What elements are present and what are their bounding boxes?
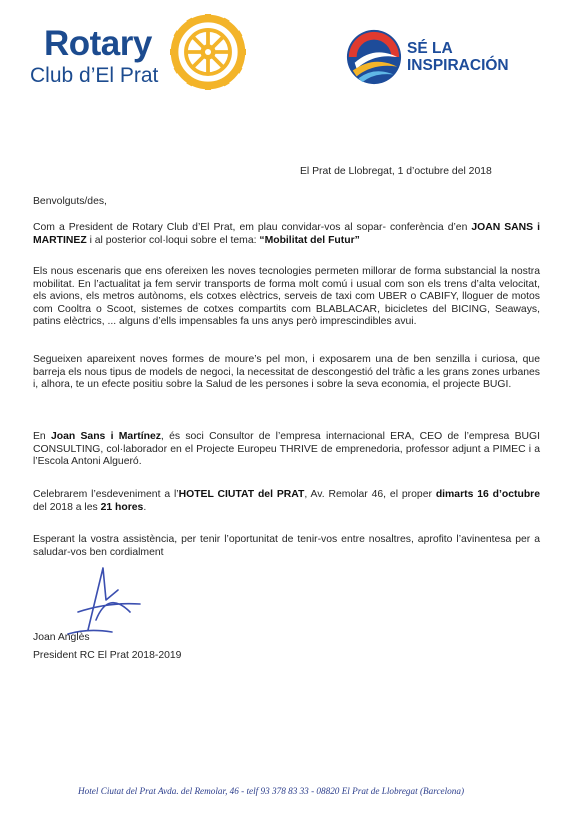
rotary-logo	[30, 24, 159, 87]
slogan-line-2: INSPIRACIÓN	[407, 57, 509, 74]
paragraph-bugi: Segueixen apareixent noves formes de moure’s pel mon, i exposarem una de ben senzilla i curiosa, que barreja els nous tipus de models de negoci, la necessitat de descongestió del tràfic a les grans zones urbanes i, alhora, te un efecte positiu sobre la Salud de les persones i sobre la seva economia, el projecte BUGI.	[33, 354, 540, 391]
inspiration-logo	[345, 28, 545, 88]
inspiration-swirl-icon	[345, 28, 403, 86]
letter-date: El Prat de Llobregat, 1 d’octubre del 2018	[300, 166, 492, 177]
paragraph-invitation	[33, 222, 540, 247]
signer-title: President RC El Prat 2018-2019	[33, 650, 182, 661]
p4-text-c: , és soci Consultor de l’empresa internacional ERA, CEO de l’empresa BUGI CONSULTING, col·laborador en el Projecte Europeu THRIVE de emprenedoria, professor adjunt a PIMEC i a l’Escola Antoni Algueró.	[33, 431, 540, 468]
slogan-line-1: SÉ LA	[407, 40, 453, 57]
handwritten-signature	[48, 560, 148, 640]
speaker-name: JOAN SANS i MARTINEZ	[33, 222, 540, 246]
p1-text-c: i al posterior col·loqui sobre el tema:	[86, 234, 260, 246]
event-time: 21 hores	[100, 501, 144, 513]
p5-text-e: del 2018 a les	[33, 501, 101, 513]
inspiration-slogan	[407, 40, 509, 74]
rotary-wheel-icon	[170, 14, 246, 90]
p5-text-g: .	[143, 501, 147, 513]
paragraph-event-details	[33, 489, 540, 514]
p4-text-a: En	[33, 431, 51, 442]
paragraph-closing: Esperant la vostra assistència, per tenir l’oportunitat de tenir-vos entre nosaltres, aprofito l’avinentesa per a saludar-vos ben cordialment	[33, 534, 540, 558]
p5-text-c: , Av. Remolar 46, el proper	[304, 489, 436, 500]
speaker-name-bio: Joan Sans i Martínez	[50, 431, 161, 442]
p5-text-a: Celebrarem l’esdeveniment a l’	[33, 489, 179, 500]
talk-title: “Mobilitat del Futur”	[259, 234, 360, 246]
event-date: dimarts 16 d’octubre	[435, 489, 540, 500]
paragraph-speaker-bio	[33, 431, 540, 469]
greeting: Benvolguts/des,	[33, 196, 107, 207]
p1-text-a: Com a President de Rotary Club d’El Prat, em plau convidar-vos al sopar- conferència d’en	[33, 222, 472, 233]
signer-name: Joan Anglès	[33, 632, 90, 643]
paragraph-mobility: Els nous escenaris que ens ofereixen les noves tecnologies permeten millorar de forma substancial la nostra mobilitat. En l’actualitat ja fem servir transports de forma molt comú i usual com son els trens d’alta velocitat, els avions, els metros autònoms, els cotxes elèctrics, serveis de taxi com UBER o CABIFY, lloguer de motos com Cooltra o Scoot, sistemes de cotxes compartits com BLABLACAR, bicicletes del BICING, Seaways, patins elèctrics, ... alguns d’ells impensables fa uns anys però imprescindibles avui.	[33, 266, 540, 328]
rotary-wordmark: Rotary	[44, 24, 152, 63]
club-name: Club d’El Prat	[30, 64, 159, 87]
footer-address: Hotel Ciutat del Prat Avda. del Remolar, 46 - telf 93 378 83 33 - 08820 El Prat de Llobregat (Barcelona)	[78, 786, 464, 796]
event-venue: HOTEL CIUTAT del PRAT	[178, 489, 305, 500]
